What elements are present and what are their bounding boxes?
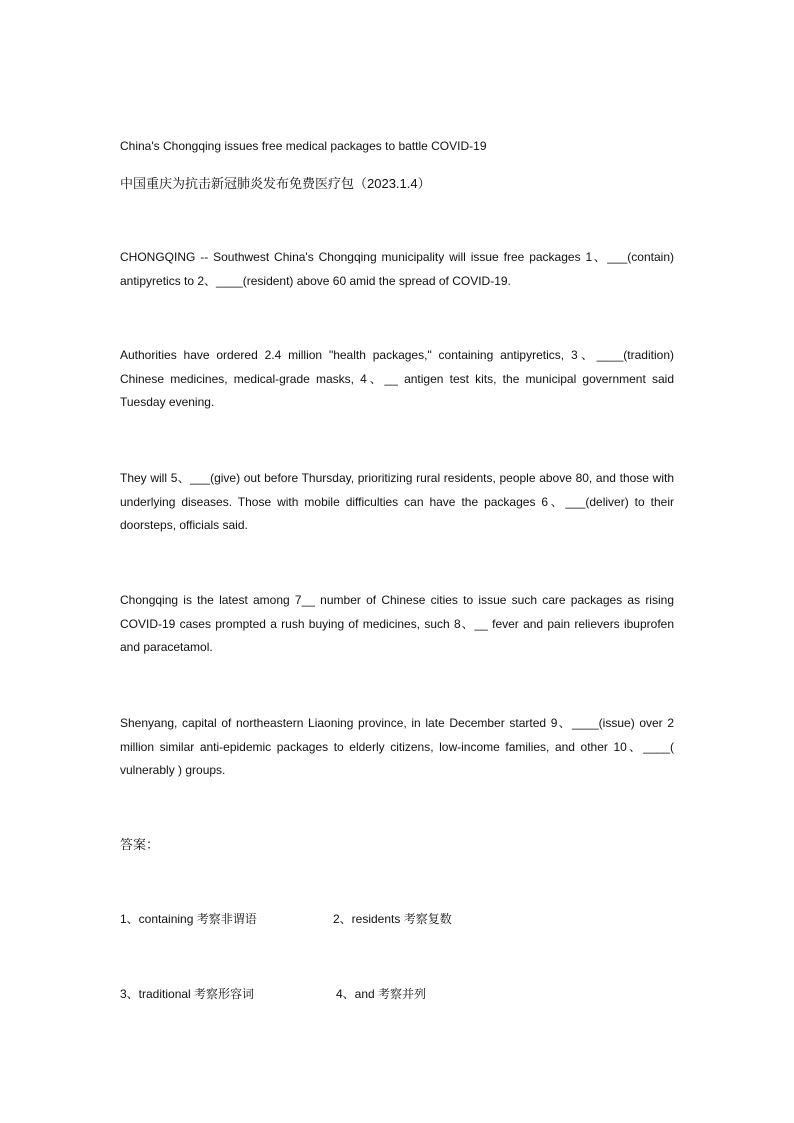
title-english: China's Chongqing issues free medical packages to battle COVID-19 <box>120 139 487 153</box>
answers-label: 答案： <box>120 837 160 852</box>
paragraph-2: Authorities have ordered 2.4 million "health packages," containing antipyretics, 3、____(tradition) Chinese medicines, medical-grade masks, 4、__ antigen test kits, the municipal government said Tuesday evening. <box>120 348 674 409</box>
paragraph-4: Chongqing is the latest among 7__ number of Chinese cities to issue such care packages as rising COVID-19 cases prompted a rush buying of medicines, such 8、__ fever and pain relievers ibuprofen and paracetamol. <box>120 593 674 654</box>
paragraph-1: CHONGQING -- Southwest China's Chongqing municipality will issue free packages 1、___(contain) antipyretics to 2、____(resident) above 60 amid the spread of COVID-19. <box>120 250 674 288</box>
answer-item: 1、containing 考察非谓语 <box>120 912 257 926</box>
answer-item: 2、residents 考察复数 <box>333 912 452 926</box>
title-chinese: 中国重庆为抗击新冠肺炎发布免费医疗包（2023.1.4） <box>120 176 431 191</box>
paragraph-3: They will 5、___(give) out before Thursday, prioritizing rural residents, people above 80, and those with underlying diseases. Those with mobile difficulties can have the packages 6、___(deliver) to their doorsteps, officials said. <box>120 471 674 532</box>
paragraph-5: Shenyang, capital of northeastern Liaoning province, in late December started 9、____(issue) over 2 million similar anti-epidemic packages to elderly citizens, low-income families, and other 10、____( vulnerably ) groups. <box>120 716 674 777</box>
answer-item: 3、traditional 考察形容词 <box>120 987 255 1001</box>
answer-item: 4、and 考察并列 <box>336 987 427 1001</box>
